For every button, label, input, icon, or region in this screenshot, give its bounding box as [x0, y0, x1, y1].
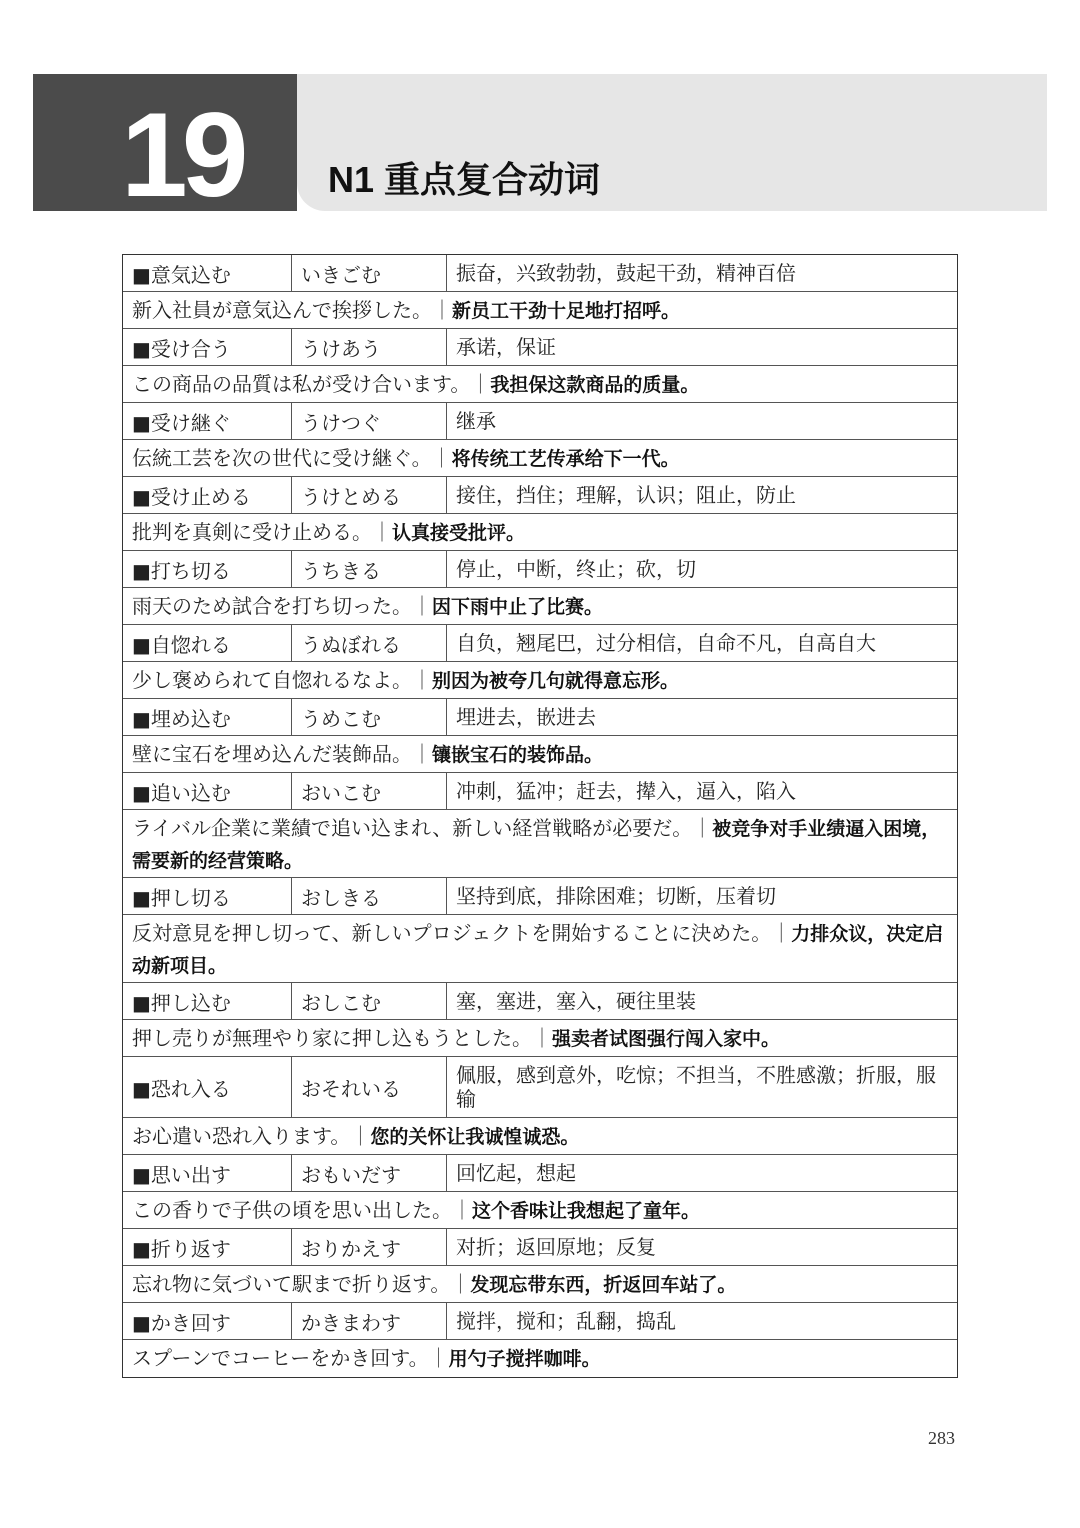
meaning-cell: 回忆起，想起: [456, 1161, 576, 1185]
example-chinese: 力排众议，决定启动新项目。: [132, 923, 944, 977]
meaning-cell: 继承: [456, 409, 496, 433]
example-chinese: 发现忘带东西，折返回车站了。: [470, 1274, 737, 1296]
example-japanese: お心遣い恐れ入ります。: [132, 1124, 351, 1148]
chapter-title: N1 重点复合动词: [328, 159, 601, 200]
page-number: 283: [928, 1428, 955, 1448]
entry-row: [123, 983, 957, 1020]
example-japanese: 忘れ物に気づいて駅まで折り返す。: [132, 1272, 451, 1296]
meaning-cell: 停止，中断，终止；砍，切: [456, 557, 696, 581]
meaning-cell: 佩服，感到意外，吃惊；不担当，不胜感激；折服，服输: [456, 1063, 936, 1111]
example-chinese: 您的关怀让我诚惶诚恐。: [370, 1126, 580, 1148]
example-cell: [123, 915, 957, 982]
separator: ｜: [372, 520, 392, 544]
meaning-cell: 搅拌，搅和；乱翻，捣乱: [456, 1309, 676, 1333]
example-chinese: 镶嵌宝石的装饰品。: [432, 744, 604, 766]
word-cell: ■折り返す: [123, 1229, 292, 1265]
meaning-cell: 自负，翘尾巴，过分相信，自命不凡，自高自大: [456, 631, 876, 655]
separator: ｜: [431, 446, 452, 470]
separator: ｜: [450, 1272, 471, 1296]
example-japanese: 反対意見を押し切って、新しいプロジェクトを開始することに決めた。: [132, 921, 772, 945]
entry-row: [123, 699, 957, 736]
entry-row: [123, 878, 957, 915]
reading-cell: おしこむ: [292, 983, 447, 1019]
reading-cell: うぬぼれる: [292, 625, 447, 661]
entry-row: [123, 1303, 957, 1340]
example-chinese: 认真接受批评。: [392, 522, 526, 544]
word-cell: ■受け止める: [123, 477, 292, 513]
separator: ｜: [470, 372, 491, 396]
example-cell: [123, 588, 957, 624]
reading-cell: うけあう: [292, 329, 447, 365]
example-chinese: 强卖者试图强行闯入家中。: [552, 1028, 781, 1050]
reading-cell: おしきる: [292, 878, 447, 914]
chapter-title-band: [297, 74, 1047, 211]
entry-row: [123, 773, 957, 810]
example-cell: [123, 810, 957, 877]
reading-cell: うめこむ: [292, 699, 447, 735]
example-cell: [123, 1340, 957, 1377]
example-chinese: 将传统工艺传承给下一代。: [451, 448, 680, 470]
example-row: [123, 1340, 957, 1377]
example-chinese: 用勺子搅拌咖啡。: [448, 1348, 601, 1370]
example-cell: [123, 1020, 957, 1056]
entry-row: [123, 477, 957, 514]
example-cell: [123, 514, 957, 550]
word-cell: ■打ち切る: [123, 551, 292, 587]
separator: ｜: [452, 1198, 472, 1222]
example-row: [123, 915, 957, 983]
reading-cell: おりかえす: [292, 1229, 447, 1265]
example-row: [123, 514, 957, 551]
example-japanese: この商品の品質は私が受け合います。: [132, 372, 471, 396]
word-cell: ■自惚れる: [123, 625, 292, 661]
example-cell: [123, 662, 957, 698]
example-row: [123, 588, 957, 625]
example-japanese: 雨天のため試合を打ち切った。: [132, 594, 412, 618]
example-row: [123, 736, 957, 773]
word-cell: ■受け合う: [123, 329, 292, 365]
example-japanese: 少し褒められて自惚れるなよ。: [132, 668, 412, 692]
meaning-cell: 冲刺，猛冲；赶去，撵入，逼入，陷入: [456, 779, 796, 803]
example-row: [123, 1192, 957, 1229]
example-chinese: 别因为被夸几句就得意忘形。: [432, 670, 680, 692]
word-cell: ■思い出す: [123, 1155, 292, 1191]
word-cell: ■埋め込む: [123, 699, 292, 735]
separator: ｜: [692, 816, 713, 840]
example-row: [123, 1118, 957, 1155]
reading-cell: おそれいる: [292, 1057, 447, 1117]
chapter-number-block: [33, 74, 297, 222]
reading-cell: かきまわす: [292, 1303, 447, 1339]
word-cell: ■かき回す: [123, 1303, 292, 1339]
example-japanese: 壁に宝石を埋め込んだ装飾品。: [132, 742, 412, 766]
meaning-cell: 承诺，保证: [456, 335, 556, 359]
word-cell: ■受け継ぐ: [123, 403, 292, 439]
example-japanese: ライバル企業に業績で追い込まれ、新しい経営戦略が必要だ。: [132, 816, 693, 840]
entry-row: [123, 1057, 957, 1118]
example-japanese: 新入社員が意気込んで挨拶した。: [132, 298, 432, 322]
reading-cell: うけつぐ: [292, 403, 447, 439]
word-cell: ■恐れ入る: [123, 1057, 292, 1117]
separator: ｜: [412, 668, 432, 692]
example-chinese: 新员工干劲十足地打招呼。: [452, 300, 681, 322]
meaning-cell: 振奋，兴致勃勃，鼓起干劲，精神百倍: [456, 261, 796, 285]
example-japanese: この香りで子供の頃を思い出した。: [132, 1198, 452, 1222]
example-row: [123, 662, 957, 699]
example-japanese: 伝統工芸を次の世代に受け継ぐ。: [132, 446, 432, 470]
meaning-cell: 坚持到底，排除困难；切断，压着切: [456, 884, 776, 908]
meaning-cell: 对折；返回原地；反复: [456, 1235, 656, 1259]
entry-row: [123, 1155, 957, 1192]
reading-cell: おもいだす: [292, 1155, 447, 1191]
example-row: [123, 810, 957, 878]
entry-row: [123, 1229, 957, 1266]
example-cell: [123, 1118, 957, 1154]
separator: ｜: [412, 742, 432, 766]
separator: ｜: [428, 1346, 449, 1370]
separator: ｜: [412, 594, 432, 618]
example-chinese: 因下雨中止了比赛。: [432, 596, 604, 618]
example-cell: [123, 366, 957, 402]
example-cell: [123, 1266, 957, 1302]
example-row: [123, 1266, 957, 1303]
vocabulary-table: [122, 254, 958, 1378]
example-japanese: スプーンでコーヒーをかき回す。: [132, 1346, 429, 1370]
meaning-cell: 接住，挡住；理解，认识；阻止，防止: [456, 483, 796, 507]
word-cell: ■追い込む: [123, 773, 292, 809]
meaning-cell: 塞，塞进，塞入，硬往里装: [456, 989, 696, 1013]
example-row: [123, 1020, 957, 1057]
meaning-cell: 埋进去，嵌进去: [456, 705, 596, 729]
entry-row: [123, 329, 957, 366]
separator: ｜: [432, 298, 452, 322]
separator: ｜: [771, 921, 792, 945]
entry-row: [123, 625, 957, 662]
reading-cell: おいこむ: [292, 773, 447, 809]
word-cell: ■押し切る: [123, 878, 292, 914]
separator: ｜: [350, 1124, 371, 1148]
separator: ｜: [532, 1026, 552, 1050]
example-row: [123, 440, 957, 477]
chapter-number: 19: [121, 88, 243, 222]
example-chinese: 我担保这款商品的质量。: [490, 374, 700, 396]
example-cell: [123, 292, 957, 328]
example-cell: [123, 1192, 957, 1228]
entry-row: [123, 403, 957, 440]
reading-cell: うけとめる: [292, 477, 447, 513]
word-cell: ■押し込む: [123, 983, 292, 1019]
reading-cell: うちきる: [292, 551, 447, 587]
word-cell: ■意気込む: [123, 255, 292, 291]
entry-row: [123, 255, 957, 292]
example-cell: [123, 736, 957, 772]
example-row: [123, 292, 957, 329]
example-cell: [123, 440, 957, 476]
reading-cell: いきごむ: [292, 255, 447, 291]
entry-row: [123, 551, 957, 588]
example-japanese: 押し売りが無理やり家に押し込もうとした。: [132, 1026, 532, 1050]
example-row: [123, 366, 957, 403]
example-japanese: 批判を真剣に受け止める。: [132, 520, 372, 544]
example-chinese: 被竞争对手业绩逼入困境，需要新的经营策略。: [132, 818, 941, 872]
example-chinese: 这个香味让我想起了童年。: [472, 1200, 701, 1222]
